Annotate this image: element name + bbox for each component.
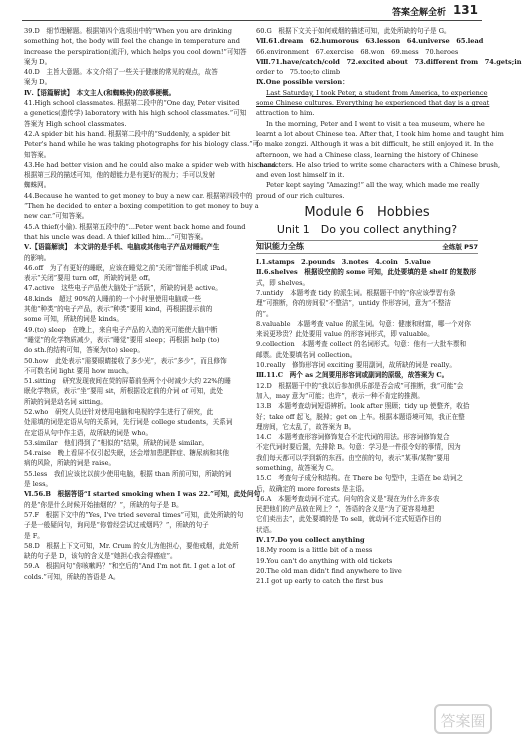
answer-line: 我们每天都可以学到新的东西。由空前的句，表示“某事/某物”要用 [256,453,450,462]
answer-line: “Then he decided to enter a boxing competition to get money to buy a [24,202,259,211]
answer-line: “睡觉”的化学物质减少，表示“睡觉”要用 sleep；再根据 help (to) [24,335,220,344]
essay-line: Peter kept saying “Amazing!” all the way, which made me really [266,181,480,190]
answer-line: 15.C 考查句子成分和结构。在 There be 句型中，主语在 be 动词之 [256,474,463,483]
answer-line: 来说更珍贵？此处要用 value 的形容词形式，即 valuable。 [256,330,434,339]
answer-line: 案为 D。 [24,57,52,66]
answer-line: 式，即 shelves。 [256,278,310,287]
essay-line: afternoon, we had a Chinese class, learning the history of Chinese [256,150,479,159]
essay-line: learnt a lot about Chinese tea. After that, I took him home and taught him [256,129,504,138]
essay-line: Last Saturday, I took Peter, a student from America, to experience [266,88,488,97]
answer-line: something hot, the body will feel the change in temperature and [24,37,240,46]
essay-block [256,88,504,201]
answer-line: that his uncle was dead. A thief killed him...”可知答案。 [24,232,208,241]
answer-line: Ⅴ.【语篇解读】 本文讲的是手机、电脑或其他电子产品对睡眠产生 [24,243,220,252]
watermark-logo [434,702,492,736]
answer-line: something，故答案为 C。 [256,463,338,472]
answer-line: 邮票。此处要填名词 collection。 [256,350,357,359]
right-top-answers [256,26,522,88]
answer-line: 子是一般疑问句，询问是“你曾经尝试过戒烟吗？”，所缺的句子 [24,521,209,530]
answer-line: Ⅷ.71.have/catch/cold 72.excited about 73.different from 74.gets;in [256,57,522,66]
essay-line: proud of our rich cultures. [256,191,345,200]
answer-line: 理房间，它太乱了，故答案为 B。 [256,422,356,431]
answer-line: 59.A 根据问句“你咳嗽吗？”和空后的“And I'm not fit. I get a lot of [24,562,235,571]
knowledge-title: 知识能力全练 [256,241,304,251]
answer-line: 根据第三段的描述可知，他的超能力是有更好的视力；手可以发射 [24,171,216,180]
answer-line: Ⅳ.【语篇解读】 本文主人(和蜘蛛侠)的故事梗概。 [24,88,176,97]
answer-line: 43.He had better vision and he could also make a spider web with his hand. [24,160,278,169]
answer-line: 9.collection 本题考查 collect 的名词形式。句意：他有一大批车票和 [256,340,467,349]
right-bottom-answers [256,257,478,587]
page-number: 131 [452,3,478,17]
answer-line: 13.B 本题考查动词短语辨析。look after 照顾；tidy up 使整齐，收拾 [256,402,470,411]
answer-line: 8.valuable 本题考查 value 的派生词。句意：健康和财富，哪一个对你 [256,319,471,328]
essay-line: some Chinese cultures. Everything he experienced that day is a great [256,99,490,108]
answer-line: order to 75.too;to climb [256,68,341,77]
answer-line: 的是“你是什么时候开始抽烟的？”，所缺的句子是 B。 [24,500,183,509]
answer-line: 53.similar 他们得到了“相似的”结果，所缺的词是 similar。 [24,438,209,447]
answer-line: Ⅲ.11.C 两个 as 之间要用形容词或副词的原级，故答案为 C。 [256,371,449,380]
answer-line: 缺的句子是 D，该句的含义是“她担心我会得癌症”。 [24,552,177,561]
answer-line: 52.who 研究人员还针对使用电脑和电视的学生进行了研究，此 [24,407,214,416]
knowledge-tag: 全练版 P57 [442,242,478,251]
unit-title: Unit 1 Do you collect anything? [276,223,458,237]
answer-line: Ⅰ.1.stamps 2.pounds 3.notes 4.coin 5.value [256,258,431,267]
answer-line: 54.raise 晚上看屏不仅引起失眠，还会增加患肥胖症、糖尿病和其他 [24,449,229,458]
answer-line: 眠化学物质，表示“坐”要用 sit，所根据设定前的介词 of 可知，此处 [24,387,224,396]
answer-line: 表示“关闭”要用 turn off，所缺的词是 off。 [24,274,155,283]
answer-line: 答案为 High school classmates. [24,119,127,128]
answer-line: 其他“种类”的电子产品，表示“种类”要用 kind，再根据提示前的 [24,305,213,314]
right-column [256,26,522,587]
answer-line: 是 less。 [24,480,53,489]
answer-line: 处需填的词是定语从句的关系词，先行词是 college students，关系词 [24,418,233,427]
answer-line: Ⅳ.17.Do you collect anything [256,536,365,545]
answer-line: 的影响。 [24,253,51,262]
answer-line: 51.sitting 研究发现夜间在荧的屏幕前坐两个小时减少大约 22%的睡 [24,377,231,386]
answer-line: 57.F 根据下文中的“Yes, I've tried several times”可知，此处所缺的句 [24,510,244,519]
answer-line: 不可数名词 light 要用 how much。 [24,366,133,375]
answer-line: 44.Because he wanted to get money to buy a new car. 根据第四段中的 [24,191,253,200]
answer-line: 7.untidy 本题考查 tidy 的派生词。根据题干中的“你应该學習有条 [256,288,456,297]
answer-line: 在定语从句中作主语，故所缺的词是 who。 [24,428,153,437]
answer-line: 民把他们的产品放在网上？”，答语的含义是“为了更容易地把 [256,505,435,514]
essay-line: and even lost himself in it. [256,171,345,180]
essay-line: In the morning, Peter and I went to visit a tea museum, where he [266,119,485,128]
answer-line: some 可知，所缺的词是 kinds。 [24,315,123,324]
essay-line: to make zongzi. Although it was a bit difficult, he still enjoyed it. In the [256,140,494,149]
answer-line: 46.off 为了有更好的睡眠，应该在睡觉之前“关闭”智能手机或 iPad。 [24,263,232,272]
essay-line: characters. He also tried to write some characters with a Chinese brush, [256,160,501,169]
answer-line: 案为 D。 [24,78,52,87]
answer-line: 19.You can't do anything with old tickets [256,556,393,565]
answer-line: Ⅵ.56.B 根据答语“I started smoking when I was 22.”可知，此处问句 [24,490,261,499]
answer-line: Ⅸ.One possible version： [256,78,349,87]
answer-line: 55.less 我们应该比以前少使用电脑，根据 than 所前可知，所缺的词 [24,469,232,478]
answer-line: 理”可推断，你的房间很“不整洁”，untidy 作形容词，意为“不整洁 [256,299,452,308]
answer-line: colds.”可知，所缺的答语是 A。 [24,572,120,581]
answer-line: 20.The old man didn't find anywhere to live [256,566,402,575]
answer-line: 42.A spider bit his hand. 根据第二段中的“Suddenly, a spider bit [24,129,231,138]
answer-line: Ⅶ.61.dream 62.humorous 63.lesson 64.universe 65.lead [256,37,484,46]
answer-line: 18.My room is a little bit of a mess [256,546,373,555]
answer-line: Ⅱ.6.shelves 根据设空前的 some 可知，此处要填的是 shelf 的复数形 [256,268,477,277]
answer-line: 39.D 细节理解题。根据第四个选项出中的“When you are drinking [24,27,232,35]
answer-line: 49.(to) sleep 在晚上，来自电子产品的入造的光可能使大脑中断 [24,325,218,334]
answer-line: 蜘蛛网。 [24,181,51,190]
answer-line: increase the perspiration(流汗), which helps you cool down!”可知答 [24,47,247,56]
answer-line: 的”。 [256,309,273,318]
answer-line: 后，故确定的 more forests 是主语。 [256,484,369,493]
answer-line: 48.kinds 超过 90%的人睡前的一个小时里使用电脑或一些 [24,294,202,303]
answer-line: 58.D 根据上下文可知，Mr. Crum 的女儿为他担心，要他戒烟，此处所 [24,541,239,550]
answer-line: 所缺的词是动名词 sitting。 [24,397,107,406]
answer-line: 是 F。 [24,531,44,540]
answer-line: 47.active 这些电子产品使大脑处于“活跃”，所缺的词是 active。 [24,284,222,293]
answer-line: 41.High school classmates. 根据第二段中的“One day, Peter visited [24,99,240,108]
answer-line: 它们卖出去”，此处要填的是 To sell，就动词不定式短语作目的 [256,515,442,524]
answer-line: do sth.的结构可知，答案为(to) sleep。 [24,346,144,355]
answer-line: 状语。 [256,525,276,534]
answer-line: 不定代词时要后置，先排除 B。句意：学习是一件很令好的事情，因为 [256,443,461,452]
header-rule [22,20,482,21]
answer-line: a genetics(遗传学) laboratory with his high school classmates.”可知 [24,109,247,118]
answer-line: 病的风险，所缺的词是 raise。 [24,459,116,468]
answer-line: 好；take off 起飞，脱掉；get on 上车。根据本题语境可知，我正在整 [256,412,465,421]
answer-line: 50.how 此处表示“需要眼睛接收了多少光”，表示“多少”，而且修饰 [24,356,227,365]
module-title: Module 6 Hobbies [304,205,430,221]
essay-line: attraction to him. [256,109,315,118]
answer-line: 16.A 本题考查动词不定式。问句的含义是“现在为什么许多农 [256,494,440,503]
watermark-text: 答案圈 [440,712,486,730]
answer-line: 60.G 根据下文关于如何戒烟的描述可知，此处所缺的句子是 G。 [256,27,451,35]
answer-line: 加入，may 意为“可能；也许”，表示一种不肯定的推测。 [256,391,424,400]
answer-line: 40.D 主旨大意题。本文介绍了一些关于健康的常见的观点，故答 [24,68,218,77]
answer-line: 66.environment 67.exercise 68.won 69.mess 70.heroes [256,47,459,56]
page-header [0,0,500,22]
answer-line: 10.really 修饰形容词 exciting 要用副词，故所缺的词是 really。 [256,361,456,370]
answer-line: 45.A thief(小偷). 根据第五段中的“...Peter went back home and found [24,222,246,231]
answer-line: 知答案。 [24,150,51,159]
knowledge-banner [256,240,478,254]
answer-line: new car.”可知答案。 [24,212,89,221]
answer-line: 12.D 根据题干中的“我以后参加俱乐部是否会成”可推断，我“可能”会 [256,381,464,390]
answer-line: 21.I got up early to catch the first bus [256,577,384,586]
header-title: 答案全解全析 [391,8,446,18]
answer-line: Peter's hand while he was taking photographs for his biology class.”可 [24,140,260,149]
answer-line: 14.C 本题考查形容词修饰复合不定代词的用法。形容词修饰复合 [256,433,450,442]
